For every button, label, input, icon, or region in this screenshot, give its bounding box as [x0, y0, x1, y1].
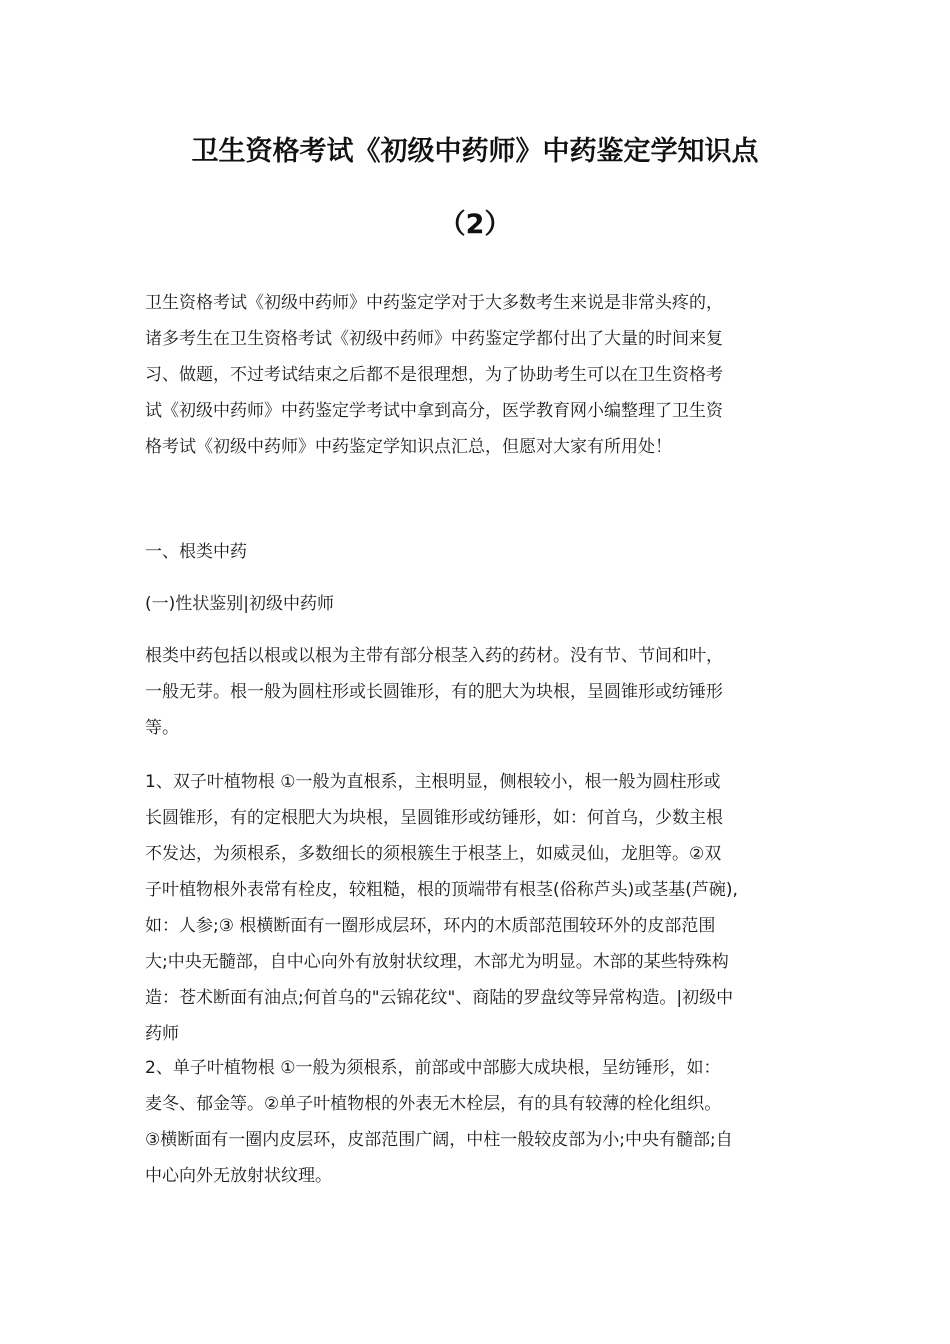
paragraph-line: 子叶植物根外表常有栓皮，较粗糙，根的顶端带有根茎(俗称芦头)或茎基(芦碗),: [145, 880, 738, 900]
paragraph-dicot-roots: [145, 764, 809, 1052]
paragraph-line: 大;中央无髓部，自中心向外有放射状纹理，木部尤为明显。木部的某些特殊构: [145, 952, 729, 972]
intro-line: 试《初级中药师》中药鉴定学考试中拿到高分，医学教育网小编整理了卫生资: [145, 401, 723, 421]
section-heading: [145, 534, 809, 570]
subsection-heading: [145, 586, 809, 622]
paragraph-line: 不发达，为须根系，多数细长的须根簇生于根茎上，如威灵仙，龙胆等。②双: [145, 844, 722, 864]
paragraph-line: 造：苍术断面有油点;何首乌的"云锦花纹"、商陆的罗盘纹等异常构造。|初级中: [145, 988, 734, 1008]
subsection-heading-text: (一)性状鉴别|初级中药师: [145, 594, 334, 614]
paragraph-line: 2、单子叶植物根 ①一般为须根系，前部或中部膨大成块根，呈纺锤形，如：: [145, 1058, 721, 1078]
paragraph-monocot-roots: [145, 1050, 809, 1194]
section-heading-text: 一、根类中药: [145, 542, 247, 562]
paragraph-line: 药师: [145, 1024, 179, 1044]
paragraph-line: 如：人参;③ 根横断面有一圈形成层环，环内的木质部范围较环外的皮部范围: [145, 916, 716, 936]
document-title: 卫生资格考试《初级中药师》中药鉴定学知识点: [191, 136, 759, 167]
paragraph-line: 一般无芽。根一般为圆柱形或长圆锥形，有的肥大为块根，呈圆锥形或纺锤形: [145, 682, 723, 702]
paragraph-line: ③横断面有一圈内皮层环，皮部范围广阔，中柱一般较皮部为小;中央有髓部;自: [145, 1130, 733, 1150]
paragraph-line: 中心向外无放射状纹理。: [145, 1166, 332, 1186]
paragraph-root-overview: [145, 638, 809, 746]
intro-line: 格考试《初级中药师》中药鉴定学知识点汇总，但愿对大家有所用处！: [145, 437, 672, 457]
intro-line: 习、做题，不过考试结束之后都不是很理想，为了协助考生可以在卫生资格考: [145, 365, 723, 385]
paragraph-line: 麦冬、郁金等。②单子叶植物根的外表无木栓层，有的具有较薄的栓化组织。: [145, 1094, 722, 1114]
paragraph-line: 等。: [145, 718, 179, 738]
document-title-number: （2）: [438, 209, 512, 240]
intro-paragraph: [145, 285, 809, 465]
paragraph-line: 1、双子叶植物根 ①一般为直根系，主根明显，侧根较小，根一般为圆柱形或: [145, 772, 721, 792]
paragraph-line: 根类中药包括以根或以根为主带有部分根茎入药的药材。没有节、节间和叶，: [145, 646, 723, 666]
intro-line: 诸多考生在卫生资格考试《初级中药师》中药鉴定学都付出了大量的时间来复: [145, 329, 723, 349]
paragraph-line: 长圆锥形，有的定根肥大为块根，呈圆锥形或纺锤形，如：何首乌，少数主根: [145, 808, 723, 828]
intro-line: 卫生资格考试《初级中药师》中药鉴定学对于大多数考生来说是非常头疼的，: [145, 293, 723, 313]
